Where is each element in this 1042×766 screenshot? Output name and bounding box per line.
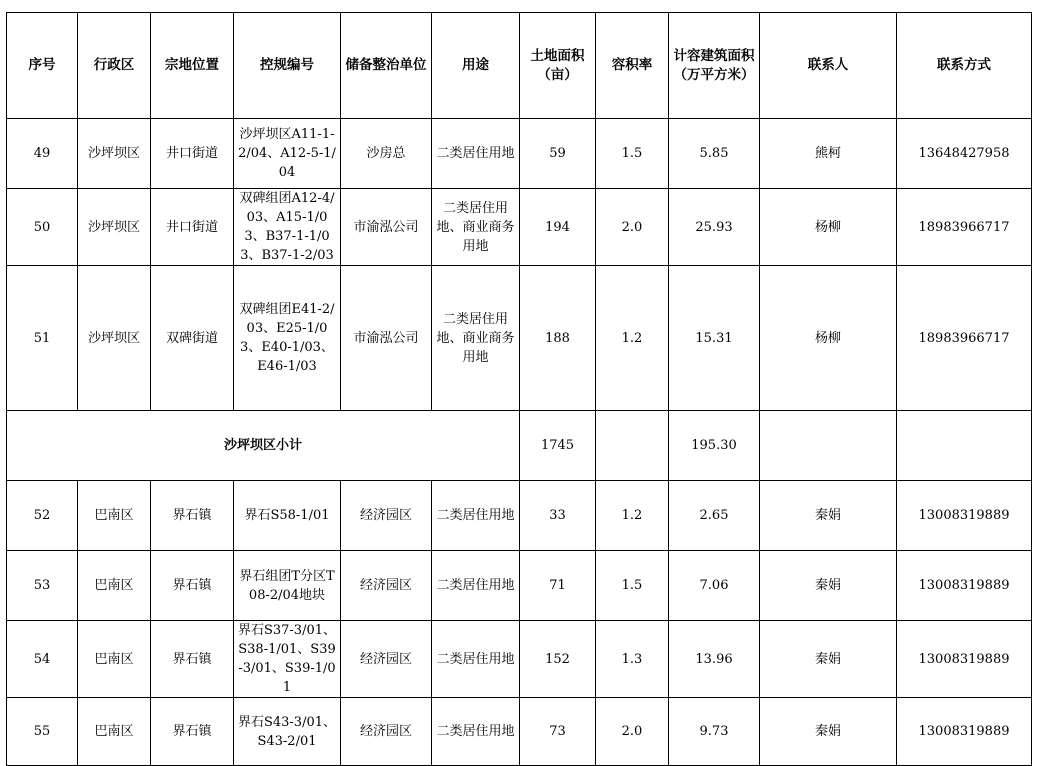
table-row [7,698,1032,766]
gfa-cell: 15.31 [669,266,760,411]
land-area-cell: 71 [520,551,596,621]
table-row [7,119,1032,189]
phone-cell: 13008319889 [897,481,1032,551]
district-cell: 沙坪坝区 [78,189,151,266]
land-parcel-table [6,12,1032,766]
header-cell: 土地面积（亩） [520,13,596,119]
subtotal-area: 1745 [520,411,596,481]
land-use-cell: 二类居住用地、商业商务用地 [432,266,520,411]
gfa-cell: 13.96 [669,621,760,698]
contact-person-cell: 秦娟 [760,551,897,621]
phone-cell: 13008319889 [897,698,1032,766]
table-row [7,551,1032,621]
contact-person-cell: 熊柯 [760,119,897,189]
land-use-cell: 二类居住用地 [432,551,520,621]
serial-cell: 53 [7,551,78,621]
reserve-unit-cell: 经济园区 [341,551,432,621]
gfa-cell: 5.85 [669,119,760,189]
header-cell: 控规编号 [234,13,341,119]
subtotal-label: 沙坪坝区小计 [7,411,520,481]
far-cell: 1.5 [596,551,669,621]
table-row [7,266,1032,411]
district-cell: 巴南区 [78,621,151,698]
location-cell: 双碑街道 [151,266,234,411]
far-cell: 1.3 [596,621,669,698]
subtotal-gfa: 195.30 [669,411,760,481]
land-area-cell: 33 [520,481,596,551]
reserve-unit-cell: 市渝泓公司 [341,189,432,266]
header-cell: 用途 [432,13,520,119]
plan-code-cell: 沙坪坝区A11-1-2/04、A12-5-1/04 [234,119,341,189]
district-cell: 沙坪坝区 [78,119,151,189]
district-cell: 沙坪坝区 [78,266,151,411]
table-body-shapingba [7,119,1032,411]
gfa-cell: 25.93 [669,189,760,266]
subtotal-far [596,411,669,481]
district-cell: 巴南区 [78,698,151,766]
plan-code-cell: 界石S37-3/01、S38-1/01、S39-3/01、S39-1/01 [234,621,341,698]
header-row [7,13,1032,119]
location-cell: 界石镇 [151,551,234,621]
plan-code-cell: 双碑组团E41-2/03、E25-1/03、E40-1/03、E46-1/03 [234,266,341,411]
header-cell: 联系方式 [897,13,1032,119]
reserve-unit-cell: 市渝泓公司 [341,266,432,411]
contact-person-cell: 秦娟 [760,481,897,551]
location-cell: 界石镇 [151,698,234,766]
serial-cell: 54 [7,621,78,698]
phone-cell: 18983966717 [897,266,1032,411]
phone-cell: 13648427958 [897,119,1032,189]
serial-cell: 49 [7,119,78,189]
far-cell: 1.2 [596,481,669,551]
header-cell: 容积率 [596,13,669,119]
far-cell: 1.2 [596,266,669,411]
land-use-cell: 二类居住用地 [432,621,520,698]
plan-code-cell: 双碑组团A12-4/03、A15-1/03、B37-1-1/03、B37-1-2/03 [234,189,341,266]
far-cell: 2.0 [596,698,669,766]
contact-person-cell: 秦娟 [760,698,897,766]
gfa-cell: 2.65 [669,481,760,551]
land-use-cell: 二类居住用地 [432,481,520,551]
phone-cell: 13008319889 [897,551,1032,621]
reserve-unit-cell: 经济园区 [341,481,432,551]
phone-cell: 18983966717 [897,189,1032,266]
header-cell: 储备整治单位 [341,13,432,119]
serial-cell: 51 [7,266,78,411]
table-row [7,189,1032,266]
reserve-unit-cell: 经济园区 [341,621,432,698]
header-cell: 计容建筑面积（万平方米） [669,13,760,119]
contact-person-cell: 杨柳 [760,189,897,266]
land-area-cell: 188 [520,266,596,411]
subtotal-row [7,411,1032,481]
land-use-cell: 二类居住用地 [432,119,520,189]
reserve-unit-cell: 经济园区 [341,698,432,766]
gfa-cell: 7.06 [669,551,760,621]
far-cell: 1.5 [596,119,669,189]
location-cell: 井口街道 [151,119,234,189]
serial-cell: 55 [7,698,78,766]
subtotal-phone [897,411,1032,481]
plan-code-cell: 界石S58-1/01 [234,481,341,551]
phone-cell: 13008319889 [897,621,1032,698]
table-row [7,621,1032,698]
contact-person-cell: 秦娟 [760,621,897,698]
land-area-cell: 73 [520,698,596,766]
district-cell: 巴南区 [78,551,151,621]
plan-code-cell: 界石S43-3/01、S43-2/01 [234,698,341,766]
header-cell: 联系人 [760,13,897,119]
header-cell: 宗地位置 [151,13,234,119]
header-cell: 序号 [7,13,78,119]
table-row [7,481,1032,551]
subtotal-contact [760,411,897,481]
land-use-cell: 二类居住用地、商业商务用地 [432,189,520,266]
land-area-cell: 59 [520,119,596,189]
location-cell: 井口街道 [151,189,234,266]
location-cell: 界石镇 [151,621,234,698]
table-body-banan [7,481,1032,766]
land-area-cell: 194 [520,189,596,266]
far-cell: 2.0 [596,189,669,266]
land-use-cell: 二类居住用地 [432,698,520,766]
serial-cell: 52 [7,481,78,551]
contact-person-cell: 杨柳 [760,266,897,411]
gfa-cell: 9.73 [669,698,760,766]
header-cell: 行政区 [78,13,151,119]
plan-code-cell: 界石组团T分区T08-2/04地块 [234,551,341,621]
district-cell: 巴南区 [78,481,151,551]
serial-cell: 50 [7,189,78,266]
reserve-unit-cell: 沙房总 [341,119,432,189]
land-area-cell: 152 [520,621,596,698]
table-body-subtotal [7,411,1032,481]
location-cell: 界石镇 [151,481,234,551]
